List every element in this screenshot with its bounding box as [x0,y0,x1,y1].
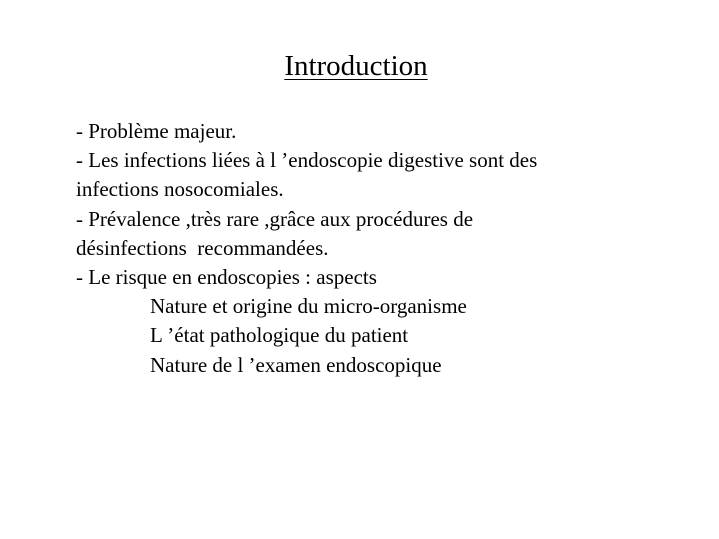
slide-body [76,117,696,380]
bullet-line: - Les infections liées à l ’endoscopie digestive sont des [76,148,538,173]
slide-title-text: Introduction [284,50,428,82]
bullet-line: - Prévalence ,très rare ,grâce aux procédures de [76,206,474,231]
slide-title [0,49,712,83]
bullet-continuation-line: désinfections recommandées. [76,235,329,260]
aspect-item: Nature de l ’examen endoscopique [150,352,442,377]
aspect-item: Nature et origine du micro-organisme [150,294,467,319]
bullet-continuation-line: infections nosocomiales. [76,177,284,202]
aspect-item: L ’état pathologique du patient [150,323,409,348]
bullet-line: - Problème majeur. [76,119,237,143]
bullet-line: - Le risque en endoscopies : aspects [76,265,377,290]
